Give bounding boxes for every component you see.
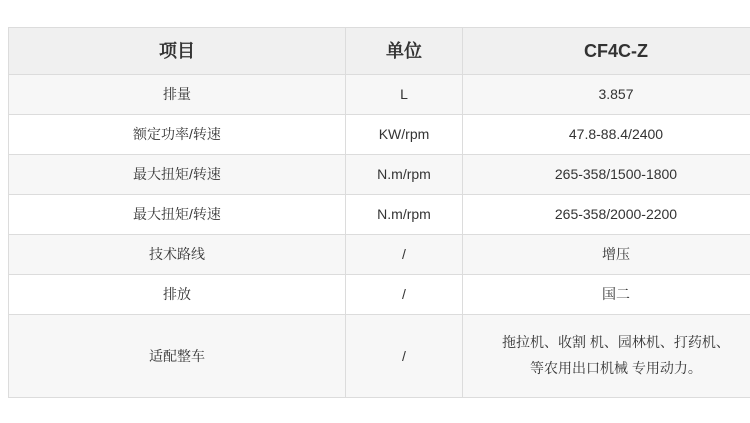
row-item-label: 适配整车 bbox=[9, 315, 346, 398]
row-item-label: 最大扭矩/转速 bbox=[9, 155, 346, 195]
table-row bbox=[9, 195, 750, 235]
row-spec-value: 增压 bbox=[463, 235, 750, 275]
table-row bbox=[9, 115, 750, 155]
row-spec-value: 265-358/1500-1800 bbox=[463, 155, 750, 195]
engine-spec-table bbox=[8, 27, 750, 398]
table-row bbox=[9, 235, 750, 275]
row-spec-value: 3.857 bbox=[463, 75, 750, 115]
row-item-label: 技术路线 bbox=[9, 235, 346, 275]
row-unit-value: / bbox=[346, 275, 463, 315]
row-spec-value: 265-358/2000-2200 bbox=[463, 195, 750, 235]
row-spec-value-line2: 等农用出口机械 专用动力。 bbox=[530, 360, 702, 376]
table-header-row bbox=[9, 28, 750, 75]
row-item-label: 额定功率/转速 bbox=[9, 115, 346, 155]
header-model: CF4C-Z bbox=[463, 28, 750, 75]
row-unit-value: N.m/rpm bbox=[346, 155, 463, 195]
table-row bbox=[9, 75, 750, 115]
table-row bbox=[9, 315, 750, 398]
header-item: 项目 bbox=[9, 28, 346, 75]
row-spec-value-multiline bbox=[463, 315, 750, 398]
table-row bbox=[9, 155, 750, 195]
row-item-label: 最大扭矩/转速 bbox=[9, 195, 346, 235]
table-row bbox=[9, 275, 750, 315]
row-unit-value: KW/rpm bbox=[346, 115, 463, 155]
table-body bbox=[9, 28, 750, 398]
row-unit-value: / bbox=[346, 235, 463, 275]
header-unit: 单位 bbox=[346, 28, 463, 75]
row-unit-value: / bbox=[346, 315, 463, 398]
row-unit-value: L bbox=[346, 75, 463, 115]
row-spec-value-line1: 拖拉机、收割 机、园林机、打药机、 bbox=[502, 334, 730, 351]
row-spec-value: 47.8-88.4/2400 bbox=[463, 115, 750, 155]
row-unit-value: N.m/rpm bbox=[346, 195, 463, 235]
row-item-label: 排放 bbox=[9, 275, 346, 315]
row-spec-value: 国二 bbox=[463, 275, 750, 315]
row-item-label: 排量 bbox=[9, 75, 346, 115]
